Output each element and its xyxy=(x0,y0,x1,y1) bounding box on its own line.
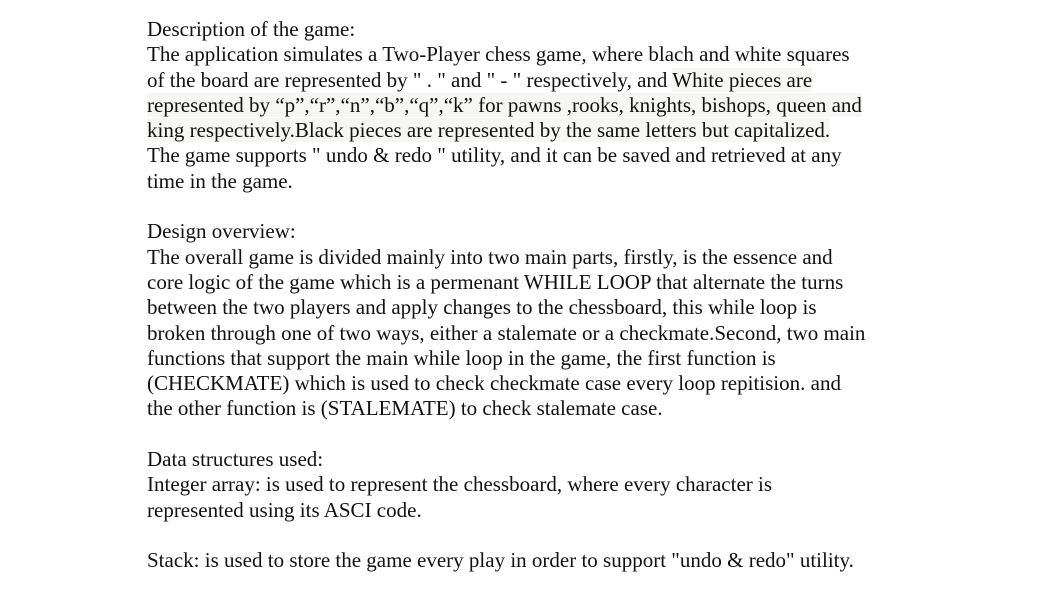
section-heading: Data structures used: xyxy=(147,447,324,472)
blank-line xyxy=(147,422,865,447)
line-text: Integer array: is used to represent the chessboard, where every character is xyxy=(147,472,773,497)
line-text: The application simulates a Two-Player chess game, where blach and white squares xyxy=(147,42,850,67)
paragraph-line xyxy=(147,548,865,573)
paragraph-line xyxy=(147,472,865,497)
line-text: The game supports " undo & redo " utility, and it can be saved and retrieved at any xyxy=(147,143,842,168)
document-body xyxy=(147,17,865,574)
paragraph-line xyxy=(147,42,865,67)
line-text: The overall game is divided mainly into two main parts, firstly, is the essence and xyxy=(147,244,833,269)
blank-line xyxy=(147,194,865,219)
line-text: of the board are represented by " . " and " - " respectively, and xyxy=(147,67,673,92)
line-text: represented using its ASCI code. xyxy=(147,497,422,522)
paragraph-line xyxy=(147,498,865,523)
paragraph-line xyxy=(147,371,865,396)
line-text: (CHECKMATE) which is used to check checkmate case every loop repitision. and xyxy=(147,371,841,396)
paragraph-line xyxy=(147,396,865,421)
paragraph-line xyxy=(147,295,865,320)
line-text: Stack: is used to store the game every play in order to support "undo & redo" utility. xyxy=(147,548,854,573)
paragraph-line xyxy=(147,321,865,346)
paragraph-line xyxy=(147,169,865,194)
section-heading: Description of the game: xyxy=(147,17,356,41)
line-text: time in the game. xyxy=(147,168,293,193)
highlighted-text: represented by “p”,“r”,“n”,“b”,“q”,“k” for pawns ,rooks, knights, bishops, queen and xyxy=(147,92,862,117)
line-text: functions that support the main while loop in the game, the first function is xyxy=(147,345,776,370)
line-text: core logic of the game which is a permenant WHILE LOOP that alternate the turns xyxy=(147,269,844,294)
blank-line xyxy=(147,523,865,548)
line-text: the other function is (STALEMATE) to check stalemate case. xyxy=(147,396,663,421)
highlighted-text: White pieces are xyxy=(672,67,813,92)
paragraph-line xyxy=(147,245,865,270)
highlighted-text: king respectively.Black pieces are represented by the same letters but capitalized. xyxy=(147,118,831,143)
line-text: broken through one of two ways, either a stalemate or a checkmate.Second, two main xyxy=(147,320,866,345)
paragraph-line xyxy=(147,270,865,295)
paragraph-line xyxy=(147,346,865,371)
line-text: between the two players and apply changes to the chessboard, this while loop is xyxy=(147,295,817,320)
paragraph-line xyxy=(147,93,865,118)
paragraph-line xyxy=(147,143,865,168)
paragraph-line xyxy=(147,118,865,143)
paragraph-line xyxy=(147,68,865,93)
section-heading: Design overview: xyxy=(147,219,296,244)
